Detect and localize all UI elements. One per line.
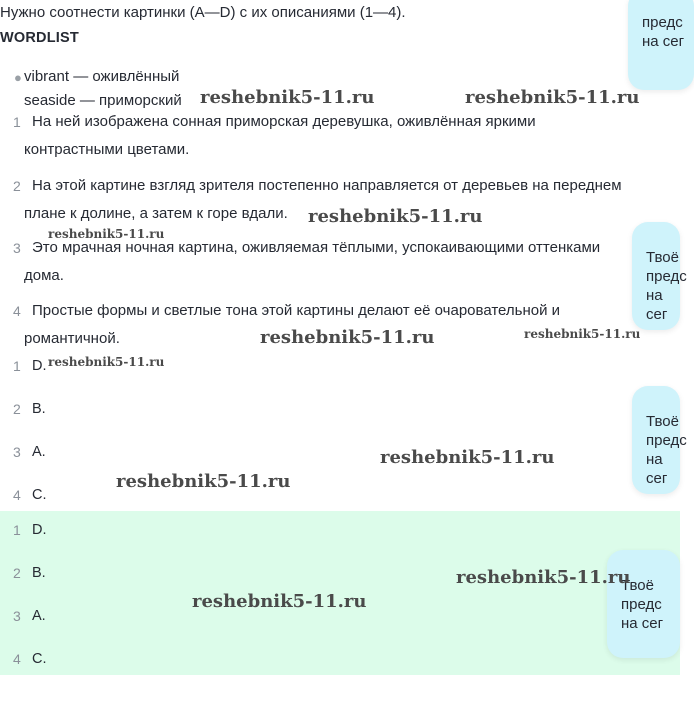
promo-bubble[interactable]	[628, 0, 694, 90]
answer-number: 2	[13, 401, 21, 417]
watermark: reshebnik5-11.ru	[48, 227, 165, 241]
answer-number: 3	[13, 444, 21, 460]
description-line: дома.	[24, 267, 64, 284]
wordlist-item: vibrant — оживлённый	[24, 68, 180, 85]
item-number: 1	[13, 114, 21, 130]
bullet-icon: ●	[14, 70, 22, 85]
answer-number: 2	[13, 565, 21, 581]
watermark: reshebnik5-11.ru	[456, 567, 631, 588]
promo-bubble-text: предс	[621, 596, 662, 613]
wordlist-heading: WORDLIST	[0, 30, 79, 46]
description-line: На ней изображена сонная приморская деревушка, оживлённая яркими	[32, 113, 536, 130]
answer-letter: B.	[32, 565, 46, 581]
promo-bubble-text: на сег	[646, 287, 668, 323]
answer-number: 4	[13, 651, 21, 667]
watermark: reshebnik5-11.ru	[465, 87, 640, 108]
item-number: 2	[13, 178, 21, 194]
watermark: reshebnik5-11.ru	[380, 447, 555, 468]
promo-bubble-text: Твоё	[646, 249, 679, 266]
promo-bubble-text: на сег	[646, 451, 668, 487]
answer-number: 4	[13, 487, 21, 503]
promo-bubble-text: на сег	[621, 615, 664, 632]
watermark: reshebnik5-11.ru	[308, 206, 483, 227]
watermark: reshebnik5-11.ru	[48, 355, 165, 369]
answer-letter: B.	[32, 401, 46, 417]
promo-bubble[interactable]	[632, 386, 687, 494]
description-line: романтичной.	[24, 330, 120, 347]
answer-letter: A.	[32, 444, 46, 460]
description-line: контрастными цветами.	[24, 141, 190, 158]
promo-bubble-text: предс	[646, 268, 687, 285]
promo-bubble-text: предс	[642, 14, 683, 31]
wordlist-item: seaside — приморский	[24, 92, 182, 109]
watermark: reshebnik5-11.ru	[260, 327, 435, 348]
answer-number: 3	[13, 608, 21, 624]
description-line: плане к долине, а затем к горе вдали.	[24, 205, 288, 222]
promo-bubble-text: Твоё	[646, 413, 679, 430]
answer-letter: D.	[32, 358, 47, 374]
watermark: reshebnik5-11.ru	[116, 471, 291, 492]
answer-letter: C.	[32, 487, 47, 503]
item-number: 4	[13, 303, 21, 319]
watermark: reshebnik5-11.ru	[524, 327, 641, 341]
answer-letter: D.	[32, 522, 47, 538]
answer-number: 1	[13, 358, 21, 374]
promo-bubble-text: на сег	[642, 33, 685, 50]
watermark: reshebnik5-11.ru	[192, 591, 367, 612]
promo-bubble[interactable]	[632, 222, 687, 330]
promo-bubble-text: Твоё	[621, 577, 654, 594]
instruction-text: Нужно соотнести картинки (A—D) с их описаниями (1—4).	[0, 4, 406, 21]
description-line: На этой картине взгляд зрителя постепенно направляется от деревьев на переднем	[32, 177, 622, 194]
answer-letter: C.	[32, 651, 47, 667]
description-line: Простые формы и светлые тона этой картины делают её очаровательной и	[32, 302, 561, 319]
answer-letter: A.	[32, 608, 46, 624]
answer-number: 1	[13, 522, 21, 538]
description-line: Это мрачная ночная картина, оживляемая тёплыми, успокаивающими оттенками	[32, 239, 601, 256]
watermark: reshebnik5-11.ru	[200, 87, 375, 108]
item-number: 3	[13, 240, 21, 256]
promo-bubble-text: предс	[646, 432, 687, 449]
